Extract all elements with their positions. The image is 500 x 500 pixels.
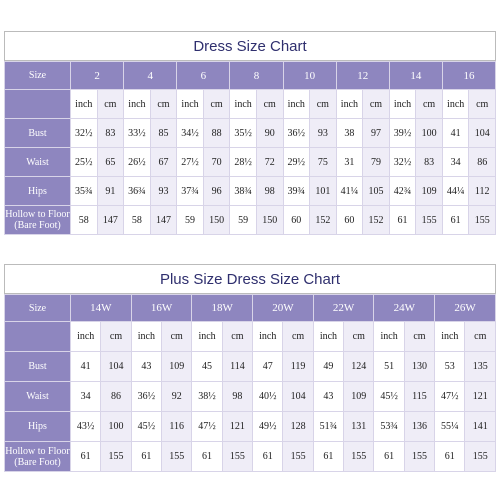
inch-value: 27½ (177, 148, 204, 177)
size-header: 14W (71, 295, 132, 322)
cm-value: 100 (101, 412, 131, 442)
measurement-label: Hips (5, 177, 71, 206)
cm-value: 98 (222, 382, 252, 412)
inch-value: 49½ (253, 412, 283, 442)
inch-value: 61 (442, 206, 469, 235)
cm-value: 67 (150, 148, 177, 177)
unit-header: inch (230, 90, 257, 119)
inch-value: 36¾ (124, 177, 151, 206)
unit-header: cm (97, 90, 124, 119)
cm-value: 109 (162, 352, 192, 382)
inch-value: 26½ (124, 148, 151, 177)
size-header: 26W (435, 295, 496, 322)
inch-value: 60 (336, 206, 363, 235)
cm-value: 105 (363, 177, 390, 206)
plus-size-table (4, 294, 496, 472)
cm-value: 115 (404, 382, 434, 412)
inch-value: 51 (374, 352, 404, 382)
size-header: 12 (336, 62, 389, 90)
cm-value: 155 (101, 442, 131, 472)
inch-value: 58 (71, 206, 98, 235)
inch-value: 61 (253, 442, 283, 472)
cm-value: 135 (465, 352, 496, 382)
cm-value: 92 (162, 382, 192, 412)
measurement-label: Hollow to Floor (Bare Foot) (5, 206, 71, 235)
cm-value: 155 (465, 442, 496, 472)
cm-value: 155 (416, 206, 443, 235)
inch-value: 59 (230, 206, 257, 235)
cm-value: 100 (416, 119, 443, 148)
unit-header: inch (389, 90, 416, 119)
unit-header: inch (177, 90, 204, 119)
inch-value: 59 (177, 206, 204, 235)
size-label: Size (5, 62, 71, 90)
inch-value: 39¾ (283, 177, 310, 206)
inch-value: 51¾ (313, 412, 343, 442)
cm-value: 152 (310, 206, 337, 235)
size-header: 20W (253, 295, 314, 322)
size-header: 24W (374, 295, 435, 322)
unit-header: cm (404, 322, 434, 352)
unit-header: cm (465, 322, 496, 352)
cm-value: 88 (203, 119, 230, 148)
unit-header: inch (283, 90, 310, 119)
cm-value: 90 (256, 119, 283, 148)
measurement-label: Hips (5, 412, 71, 442)
cm-value: 104 (469, 119, 496, 148)
inch-value: 61 (313, 442, 343, 472)
cm-value: 128 (283, 412, 313, 442)
inch-value: 28½ (230, 148, 257, 177)
inch-value: 35½ (230, 119, 257, 148)
size-header: 8 (230, 62, 283, 90)
unit-header: inch (71, 90, 98, 119)
unit-header: inch (442, 90, 469, 119)
cm-value: 72 (256, 148, 283, 177)
cm-value: 131 (344, 412, 374, 442)
cm-value: 85 (150, 119, 177, 148)
inch-value: 53 (435, 352, 465, 382)
size-header: 10 (283, 62, 336, 90)
cm-value: 112 (469, 177, 496, 206)
cm-value: 124 (344, 352, 374, 382)
unit-header: cm (363, 90, 390, 119)
inch-value: 44¼ (442, 177, 469, 206)
inch-value: 45 (192, 352, 222, 382)
inch-value: 34 (442, 148, 469, 177)
inch-value: 61 (131, 442, 161, 472)
cm-value: 70 (203, 148, 230, 177)
unit-header: cm (416, 90, 443, 119)
unit-header: inch (336, 90, 363, 119)
unit-header: inch (374, 322, 404, 352)
cm-value: 136 (404, 412, 434, 442)
cm-value: 119 (283, 352, 313, 382)
unit-header: inch (313, 322, 343, 352)
inch-value: 34½ (177, 119, 204, 148)
size-header: 18W (192, 295, 253, 322)
unit-header: inch (435, 322, 465, 352)
inch-value: 43 (313, 382, 343, 412)
cm-value: 93 (150, 177, 177, 206)
unit-header: cm (203, 90, 230, 119)
unit-header: cm (344, 322, 374, 352)
unit-header: inch (253, 322, 283, 352)
size-header: 14 (389, 62, 442, 90)
inch-value: 29½ (283, 148, 310, 177)
inch-value: 32½ (389, 148, 416, 177)
inch-value: 45½ (374, 382, 404, 412)
unit-header: cm (310, 90, 337, 119)
inch-value: 40½ (253, 382, 283, 412)
cm-value: 101 (310, 177, 337, 206)
inch-value: 43½ (71, 412, 101, 442)
size-label: Size (5, 295, 71, 322)
unit-header: cm (101, 322, 131, 352)
unit-header: cm (150, 90, 177, 119)
unit-header: cm (162, 322, 192, 352)
cm-value: 155 (404, 442, 434, 472)
inch-value: 36½ (131, 382, 161, 412)
inch-value: 42¾ (389, 177, 416, 206)
cm-value: 155 (344, 442, 374, 472)
cm-value: 150 (203, 206, 230, 235)
plus-size-chart-title: Plus Size Dress Size Chart (4, 264, 496, 294)
inch-value: 60 (283, 206, 310, 235)
dress-size-chart-title: Dress Size Chart (4, 31, 496, 61)
inch-value: 55¼ (435, 412, 465, 442)
cm-value: 121 (222, 412, 252, 442)
plus-size-chart (4, 264, 496, 472)
inch-value: 47 (253, 352, 283, 382)
cm-value: 114 (222, 352, 252, 382)
cm-value: 155 (283, 442, 313, 472)
dress-size-table (4, 61, 496, 235)
measurement-label: Bust (5, 352, 71, 382)
inch-value: 34 (71, 382, 101, 412)
measurement-label: Waist (5, 382, 71, 412)
cm-value: 116 (162, 412, 192, 442)
inch-value: 39½ (389, 119, 416, 148)
inch-value: 41 (442, 119, 469, 148)
cm-value: 104 (283, 382, 313, 412)
inch-value: 38½ (192, 382, 222, 412)
inch-value: 43 (131, 352, 161, 382)
cm-value: 104 (101, 352, 131, 382)
size-header: 16 (442, 62, 495, 90)
inch-value: 61 (192, 442, 222, 472)
cm-value: 83 (97, 119, 124, 148)
unit-header: cm (222, 322, 252, 352)
unit-row-label (5, 90, 71, 119)
cm-value: 93 (310, 119, 337, 148)
size-header: 4 (124, 62, 177, 90)
size-header: 2 (71, 62, 124, 90)
unit-header: inch (192, 322, 222, 352)
inch-value: 47½ (192, 412, 222, 442)
cm-value: 155 (469, 206, 496, 235)
cm-value: 150 (256, 206, 283, 235)
unit-header: inch (71, 322, 101, 352)
inch-value: 49 (313, 352, 343, 382)
unit-row-label (5, 322, 71, 352)
unit-header: cm (283, 322, 313, 352)
unit-header: inch (131, 322, 161, 352)
unit-header: cm (469, 90, 496, 119)
inch-value: 45½ (131, 412, 161, 442)
inch-value: 37¾ (177, 177, 204, 206)
cm-value: 147 (97, 206, 124, 235)
inch-value: 31 (336, 148, 363, 177)
inch-value: 36½ (283, 119, 310, 148)
measurement-label: Hollow to Floor (Bare Foot) (5, 442, 71, 472)
inch-value: 58 (124, 206, 151, 235)
inch-value: 38¾ (230, 177, 257, 206)
inch-value: 41 (71, 352, 101, 382)
size-header: 22W (313, 295, 374, 322)
inch-value: 32½ (71, 119, 98, 148)
cm-value: 91 (97, 177, 124, 206)
inch-value: 41¼ (336, 177, 363, 206)
cm-value: 97 (363, 119, 390, 148)
inch-value: 61 (71, 442, 101, 472)
cm-value: 121 (465, 382, 496, 412)
cm-value: 152 (363, 206, 390, 235)
cm-value: 155 (222, 442, 252, 472)
inch-value: 38 (336, 119, 363, 148)
measurement-label: Waist (5, 148, 71, 177)
inch-value: 25½ (71, 148, 98, 177)
size-header: 6 (177, 62, 230, 90)
inch-value: 53¾ (374, 412, 404, 442)
unit-header: inch (124, 90, 151, 119)
cm-value: 79 (363, 148, 390, 177)
inch-value: 61 (389, 206, 416, 235)
cm-value: 147 (150, 206, 177, 235)
cm-value: 155 (162, 442, 192, 472)
cm-value: 98 (256, 177, 283, 206)
unit-header: cm (256, 90, 283, 119)
measurement-label: Bust (5, 119, 71, 148)
cm-value: 65 (97, 148, 124, 177)
inch-value: 47½ (435, 382, 465, 412)
inch-value: 35¾ (71, 177, 98, 206)
cm-value: 83 (416, 148, 443, 177)
inch-value: 61 (435, 442, 465, 472)
size-header: 16W (131, 295, 192, 322)
inch-value: 33½ (124, 119, 151, 148)
cm-value: 141 (465, 412, 496, 442)
dress-size-chart (4, 31, 496, 235)
cm-value: 86 (469, 148, 496, 177)
inch-value: 61 (374, 442, 404, 472)
cm-value: 130 (404, 352, 434, 382)
cm-value: 75 (310, 148, 337, 177)
cm-value: 86 (101, 382, 131, 412)
cm-value: 109 (344, 382, 374, 412)
cm-value: 109 (416, 177, 443, 206)
cm-value: 96 (203, 177, 230, 206)
